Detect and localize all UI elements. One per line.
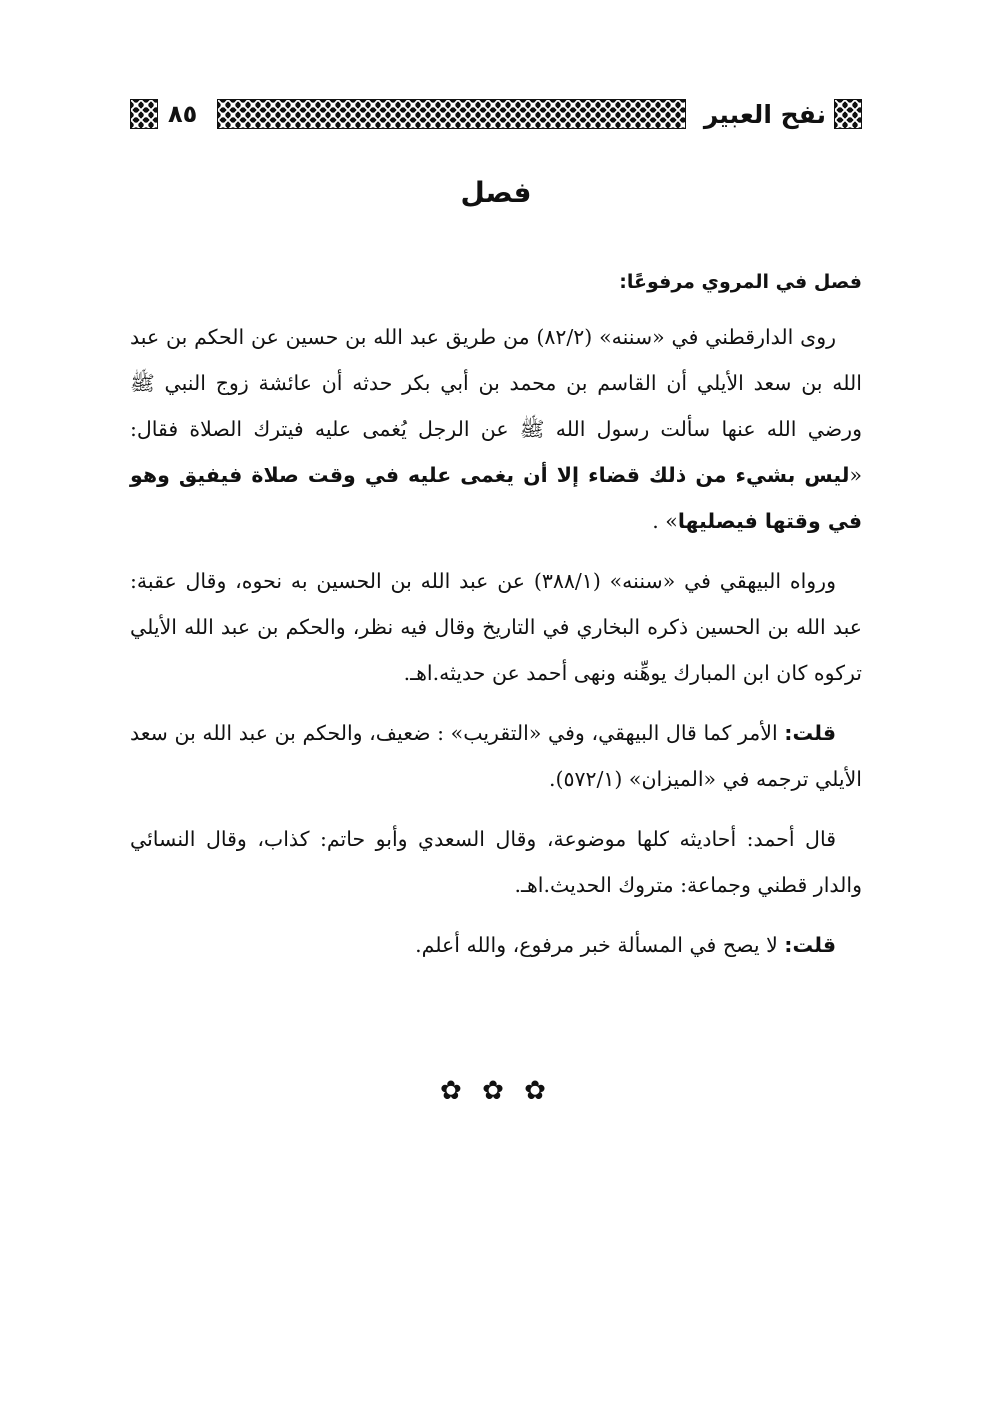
running-title: نفح العبير [703, 99, 826, 129]
qultu-label: قلت: [784, 721, 836, 745]
header-ornament-band [217, 99, 686, 129]
paragraph-5-text: لا يصح في المسألة خبر مرفوع، والله أعلم. [415, 933, 785, 957]
subheading: فصل في المروي مرفوعًا: [619, 271, 862, 293]
header-ornament-right [834, 99, 862, 129]
header-ornament-left [130, 99, 158, 129]
section-title: فصل [460, 176, 532, 209]
paragraph-5 [130, 922, 862, 968]
paragraph-1 [130, 314, 862, 544]
paragraph-3 [130, 710, 862, 802]
paragraph-1-text-a: روى الدارقطني في «سننه» (٨٢/٢) من طريق عبد الله بن حسين عن الحكم بن عبد الله بن سعد الأيلي أن القاسم بن محمد بن أبي بكر حدثه أن عائشة زوج النبي ﷺ ورضي الله عنها سألت رسول الله ﷺ عن الرجل يُغمى عليه فيترك الصلاة فقال: « [130, 325, 862, 487]
page-number: ٨٥ [168, 100, 198, 128]
paragraph-3-text: الأمر كما قال البيهقي، وفي «التقريب» : ضعيف، والحكم بن عبد الله بن سعد الأيلي ترجمه في «الميزان» (٥٧٢/١). [130, 721, 862, 791]
page-body [130, 262, 862, 982]
qultu-label: قلت: [784, 933, 836, 957]
hadith-quote: ليس بشيء من ذلك قضاء إلا أن يغمى عليه في وقت صلاة فيفيق وهو في وقتها فيصليها [130, 463, 862, 533]
page-header [130, 96, 862, 132]
paragraph-4: قال أحمد: أحاديثه كلها موضوعة، وقال السعدي وأبو حاتم: كذاب، وقال النسائي والدار قطني وجماعة: متروك الحديث.اهـ. [130, 827, 862, 897]
end-ornament-flowers: ✿ ✿ ✿ [440, 1076, 552, 1106]
paragraph-1-text-b: » . [652, 509, 678, 533]
paragraph-2: ورواه البيهقي في «سننه» (٣٨٨/١) عن عبد الله بن الحسين به نحوه، وقال عقبة: عبد الله بن الحسين ذكره البخاري في التاريخ وقال فيه نظر، والحكم بن عبد الله الأيلي تركوه كان ابن المبارك يوهِّنه ونهى أحمد عن حديثه.اهـ. [130, 569, 862, 685]
